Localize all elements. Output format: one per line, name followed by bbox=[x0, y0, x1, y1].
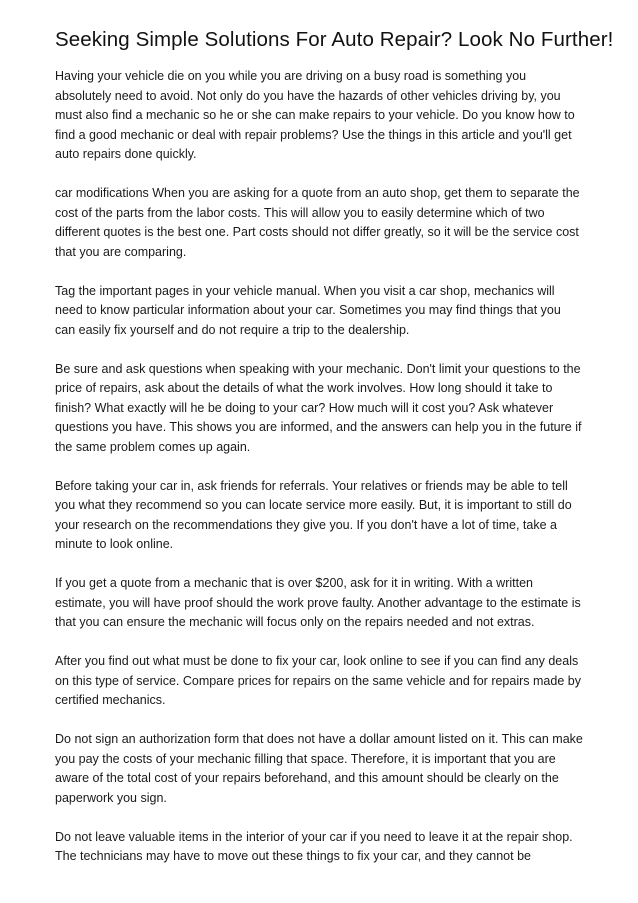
paragraph: If you get a quote from a mechanic that is over $200, ask for it in writing. With a written estimate, you will have proof should the work prove faulty. Another advantage to the estimate is that you can ensure the mechanic will focus only on the repairs needed and not extras. bbox=[55, 576, 581, 629]
paragraph: Do not sign an authorization form that does not have a dollar amount listed on it. This can make you pay the costs of your mechanic filling that space. Therefore, it is important that you are aware of the total cost of your repairs beforehand, and this amount should be clearly on the paperwork you sign. bbox=[55, 732, 583, 805]
paragraph: Having your vehicle die on you while you are driving on a busy road is something you absolutely need to avoid. Not only do you have the hazards of other vehicles driving by, you must also find a mechanic so he or she can make repairs to your vehicle. Do you know how to find a good mechanic or deal with repair problems? Use the things in this article and you'll get auto repairs done quickly. bbox=[55, 69, 575, 161]
paragraph: Before taking your car in, ask friends for referrals. Your relatives or friends may be able to tell you what they recommend so you can locate service more easily. But, it is important to still do your research on the recommendations they give you. If you don't have a lot of time, take a minute to look online. bbox=[55, 478, 572, 551]
paragraph: Do not leave valuable items in the interior of your car if you need to leave it at the repair shop. The technicians may have to move out these things to fix your car, and they cannot be bbox=[55, 829, 573, 863]
paragraph: car modifications When you are asking for a quote from an auto shop, get them to separate the cost of the parts from the labor costs. This will allow you to easily determine which of two different quotes is the best one. Part costs should not differ greatly, so it will be the service cost that you are comparing. bbox=[55, 186, 580, 259]
paragraph: After you find out what must be done to fix your car, look online to see if you can find any deals on this type of service. Compare prices for repairs on the same vehicle and for repairs made by certified mechanics. bbox=[55, 654, 581, 707]
paragraph: Be sure and ask questions when speaking with your mechanic. Don't limit your questions to the price of repairs, ask about the details of what the work involves. How long should it take to finish? What exactly will he be doing to your car? How much will it cost you? Ask whatever questions you have. This shows you are informed, and the answers can help you in the future if the same problem comes up again. bbox=[55, 361, 582, 454]
document-title: Seeking Simple Solutions For Auto Repair? Look No Further! bbox=[55, 28, 614, 51]
paragraph: Tag the important pages in your vehicle manual. When you visit a car shop, mechanics will need to know particular information about your car. Sometimes you may find things that you can easily fix yourself and do not require a trip to the dealership. bbox=[55, 283, 561, 337]
